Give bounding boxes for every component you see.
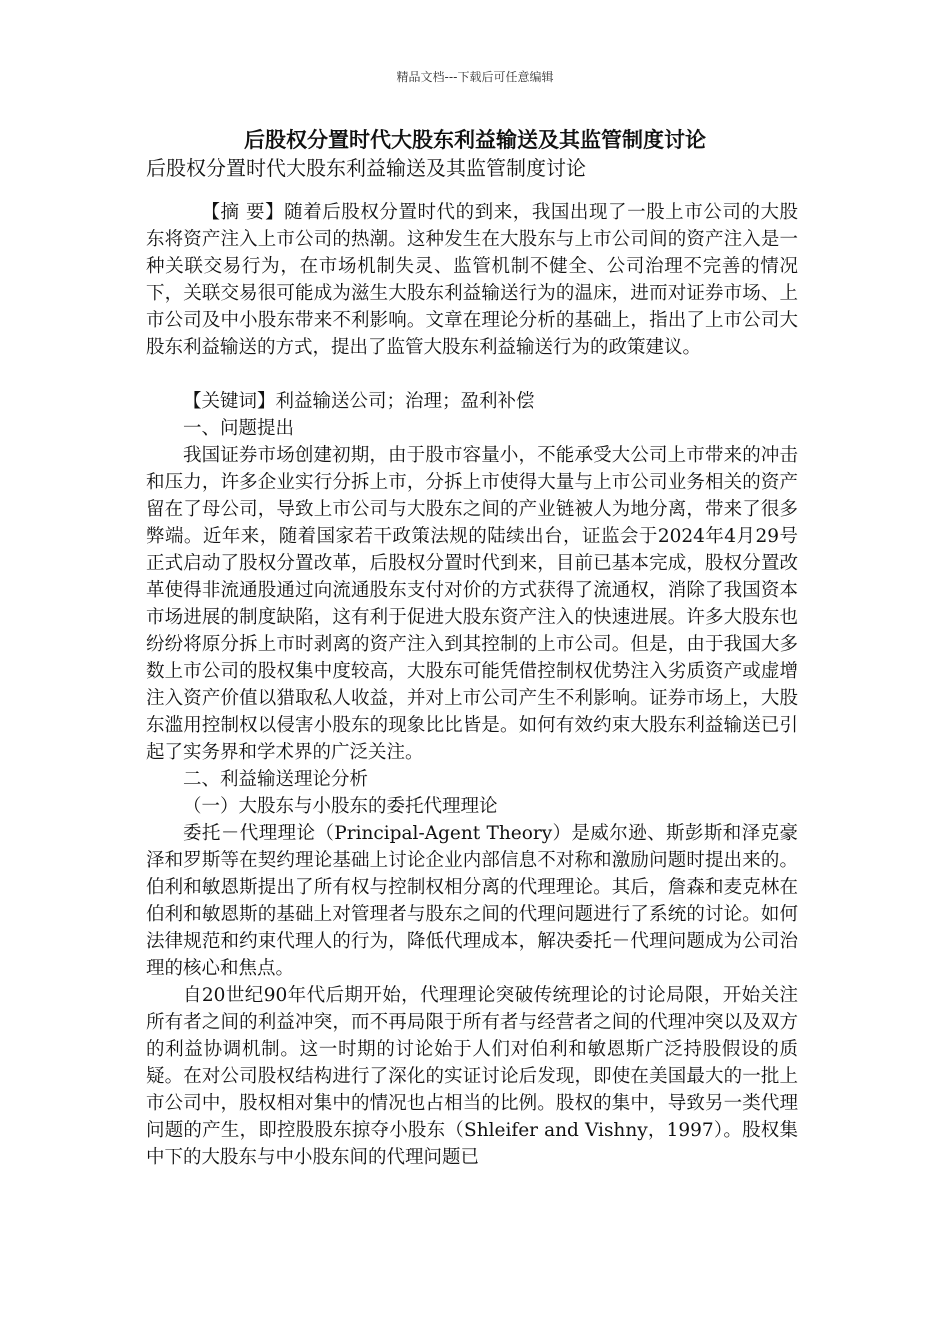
spacer: [146, 361, 798, 388]
section-2-paragraph-2: 自20世纪90年代后期开始，代理理论突破传统理论的讨论局限，开始关注所有者之间的利益冲突，而不再局限于所有者与经营者之间的代理冲突以及双方的利益协调机制。这一时期的讨论始于人们对伯利和敏恩斯广泛持股假设的质疑。在对公司股权结构进行了深化的实证讨论后发现，即使在美国最大的一批上市公司中，股权相对集中的情况也占相当的比例。股权的集中，导致另一类代理问题的产生，即控股股东掠夺小股东（Shleifer and Vishny，1997）。股权集中下的大股东与中小股东间的代理问题已: [146, 985, 798, 1168]
section-1-paragraph: 我国证券市场创建初期，由于股市容量小，不能承受大公司上市带来的冲击和压力，许多企业实行分拆上市，分拆上市使得大量与上市公司业务相关的资产留在了母公司，导致上市公司与大股东之间的产业链被人为地分离，带来了很多弊端。近年来，随着国家若干政策法规的陆续出台，证监会于2024年4月29号正式启动了股权分置改革，后股权分置时代到来，目前已基本完成，股权分置改革使得非流通股通过向流通股东支付对价的方式获得了流通权，消除了我国资本市场进展的制度缺陷，这有利于促进大股东资产注入的快速进展。许多大股东也纷纷将原分拆上市时剥离的资产注入到其控制的上市公司。但是，由于我国大多数上市公司的股权集中度较高，大股东可能凭借控制权优势注入劣质资产或虚增注入资产价值以猎取私人收益，并对上市公司产生不利影响。证券市场上，大股东滥用控制权以侵害小股东的现象比比皆是。如何有效约束大股东利益输送已引起了实务界和学术界的广泛关注。: [146, 445, 798, 763]
keywords-line: 【关键词】利益输送公司；治理；盈利补偿: [183, 391, 535, 412]
document-title: 后股权分置时代大股东利益输送及其监管制度讨论: [244, 128, 706, 152]
section-2-heading: 二、利益输送理论分析: [183, 769, 369, 790]
section-1-heading: 一、问题提出: [183, 418, 295, 439]
section-2-subheading: （一）大股东与小股东的委托代理理论: [183, 796, 498, 817]
section-2-paragraph-1: 委托－代理理论（Principal-Agent Theory）是威尔逊、斯彭斯和泽克豪泽和罗斯等在契约理论基础上讨论企业内部信息不对称和激励问题时提出来的。伯利和敏恩斯提出了所有权与控制权相分离的代理理论。其后，詹森和麦克林在伯利和敏恩斯的基础上对管理者与股东之间的代理问题进行了系统的讨论。如何法律规范和约束代理人的行为，降低代理成本，解决委托－代理问题成为公司治理的核心和焦点。: [146, 823, 798, 979]
document-body: [146, 199, 798, 1171]
page-header-note: 精品文档---下载后可任意编辑: [396, 70, 554, 84]
document-subtitle: 后股权分置时代大股东利益输送及其监管制度讨论: [146, 156, 586, 180]
abstract-paragraph: 【摘 要】随着后股权分置时代的到来，我国出现了一股上市公司的大股东将资产注入上市公司的热潮。这种发生在大股东与上市公司间的资产注入是一种关联交易行为，在市场机制失灵、监管机制不健全、公司治理不完善的情况下，关联交易很可能成为滋生大股东利益输送行为的温床，进而对证券市场、上市公司及中小股东带来不利影响。文章在理论分析的基础上，指出了上市公司大股东利益输送的方式，提出了监管大股东利益输送行为的政策建议。: [146, 202, 798, 358]
